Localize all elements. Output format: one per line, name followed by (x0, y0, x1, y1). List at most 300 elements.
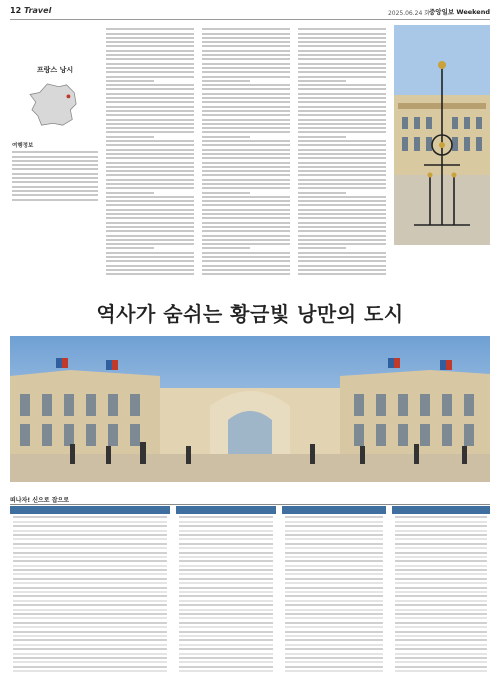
table-row (285, 670, 383, 672)
text-line (106, 204, 194, 206)
table-row (13, 534, 167, 536)
listing-table-header (282, 506, 386, 514)
table-row (395, 666, 487, 668)
newspaper-name: 중앙일보 Weekend (429, 8, 490, 16)
table-row (285, 666, 383, 668)
text-line (298, 97, 386, 99)
table-row (395, 657, 487, 659)
text-line (202, 45, 290, 47)
text-line (202, 235, 290, 237)
text-line (202, 260, 290, 262)
listing-table-header (176, 506, 276, 514)
text-line (298, 204, 386, 206)
table-row (13, 626, 167, 628)
text-line (202, 114, 290, 116)
text-line (298, 131, 386, 133)
text-line (106, 131, 194, 133)
table-row (395, 569, 487, 571)
text-line (202, 101, 290, 103)
table-row (179, 670, 273, 672)
article-column (202, 26, 290, 288)
table-row (179, 543, 273, 545)
place-stanislas-photo (10, 336, 490, 482)
text-line (298, 119, 386, 121)
table-row (179, 552, 273, 554)
text-line (106, 157, 194, 159)
table-row (285, 617, 383, 619)
travel-info-box (12, 143, 98, 201)
text-line (202, 226, 290, 228)
text-line (12, 186, 98, 188)
article-column (106, 26, 194, 288)
table-row (285, 635, 383, 637)
table-row (13, 578, 167, 580)
text-line (298, 222, 386, 224)
text-line (106, 217, 194, 219)
table-row (13, 648, 167, 650)
table-row (13, 604, 167, 606)
text-line (298, 183, 386, 185)
text-line (12, 173, 98, 175)
text-line (106, 37, 194, 39)
table-row (395, 552, 487, 554)
text-line (202, 247, 250, 249)
table-row (179, 530, 273, 532)
travel-info-heading: 여행정보 (12, 143, 34, 149)
listing-table-header (10, 506, 170, 514)
text-line (298, 153, 386, 155)
text-line (298, 179, 386, 181)
table-row (285, 530, 383, 532)
table-row (13, 595, 167, 597)
table-row (285, 604, 383, 606)
text-line (106, 71, 194, 73)
table-row (395, 631, 487, 633)
text-line (298, 196, 386, 198)
text-line (106, 183, 194, 185)
palace-photo (394, 25, 490, 245)
text-line (202, 239, 290, 241)
text-line (202, 28, 290, 30)
text-line (106, 200, 194, 202)
text-line (298, 67, 386, 69)
text-line (298, 110, 386, 112)
text-line (12, 199, 98, 201)
table-row (395, 547, 487, 549)
text-line (298, 200, 386, 202)
table-row (13, 613, 167, 615)
text-line (202, 153, 290, 155)
text-line (298, 269, 386, 271)
table-row (395, 653, 487, 655)
table-row (13, 530, 167, 532)
table-row (179, 578, 273, 580)
text-line (298, 217, 386, 219)
text-line (202, 84, 290, 86)
table-row (13, 552, 167, 554)
table-row (395, 613, 487, 615)
text-line (202, 37, 290, 39)
table-row (179, 639, 273, 641)
table-row (395, 578, 487, 580)
table-row (179, 609, 273, 611)
table-row (285, 661, 383, 663)
text-line (298, 273, 386, 275)
table-row (395, 565, 487, 567)
table-row (285, 560, 383, 562)
table-row (285, 653, 383, 655)
table-row (395, 604, 487, 606)
text-line (106, 222, 194, 224)
table-row (395, 670, 487, 672)
table-row (179, 666, 273, 668)
text-line (202, 187, 290, 189)
text-line (202, 213, 290, 215)
text-line (298, 174, 386, 176)
table-row (13, 670, 167, 672)
text-line (202, 273, 290, 275)
table-row (285, 543, 383, 545)
table-row (285, 587, 383, 589)
text-line (202, 50, 290, 52)
table-row (285, 573, 383, 575)
text-line (106, 192, 154, 194)
text-line (298, 80, 346, 82)
text-line (106, 54, 194, 56)
table-row (285, 626, 383, 628)
table-row (179, 617, 273, 619)
text-line (106, 226, 194, 228)
text-line (298, 140, 386, 142)
text-line (298, 252, 386, 254)
table-row (285, 556, 383, 558)
info-sidebar (12, 25, 98, 290)
table-row (13, 560, 167, 562)
table-row (395, 644, 487, 646)
text-line (106, 45, 194, 47)
table-row (179, 613, 273, 615)
section-name: Travel (24, 6, 52, 15)
table-row (395, 525, 487, 527)
table-row (179, 591, 273, 593)
text-line (106, 110, 194, 112)
table-row (13, 600, 167, 602)
text-line (106, 153, 194, 155)
text-line (202, 256, 290, 258)
headline: 역사가 숨쉬는 황금빛 낭만의 도시 (96, 302, 404, 326)
table-row (395, 516, 487, 518)
table-row (395, 591, 487, 593)
text-line (12, 156, 98, 158)
text-line (298, 213, 386, 215)
text-line (106, 170, 194, 172)
table-row (13, 587, 167, 589)
table-row (13, 556, 167, 558)
table-row (395, 534, 487, 536)
text-line (298, 41, 386, 43)
text-line (106, 88, 194, 90)
table-row (395, 639, 487, 641)
text-line (298, 239, 386, 241)
text-line (12, 168, 98, 170)
text-line (106, 80, 154, 82)
text-line (106, 93, 194, 95)
text-line (298, 144, 386, 146)
text-line (202, 170, 290, 172)
text-line (202, 54, 290, 56)
text-line (202, 119, 290, 121)
text-line (298, 230, 386, 232)
text-line (106, 119, 194, 121)
text-line (298, 127, 386, 129)
france-map-icon (26, 81, 84, 129)
tables-section-title: 떠나자! 신으로 잡으로 (10, 495, 490, 505)
text-line (298, 54, 386, 56)
listing-table (392, 506, 490, 688)
publication-date: 2025.06.24 화 (387, 10, 430, 17)
table-row (395, 560, 487, 562)
text-line (298, 136, 346, 138)
text-line (106, 144, 194, 146)
listing-table-header (392, 506, 490, 514)
text-line (202, 162, 290, 164)
text-line (202, 106, 290, 108)
table-row (179, 534, 273, 536)
text-line (202, 269, 290, 271)
text-line (12, 181, 98, 183)
text-line (106, 140, 194, 142)
text-line (202, 174, 290, 176)
table-row (13, 521, 167, 523)
text-line (106, 162, 194, 164)
table-row (285, 525, 383, 527)
table-row (179, 635, 273, 637)
table-row (285, 609, 383, 611)
table-row (13, 543, 167, 545)
table-row (285, 521, 383, 523)
text-line (298, 162, 386, 164)
text-line (298, 166, 386, 168)
table-row (179, 604, 273, 606)
table-row (285, 644, 383, 646)
text-line (298, 149, 386, 151)
text-line (202, 196, 290, 198)
table-row (395, 635, 487, 637)
table-row (13, 657, 167, 659)
text-line (106, 247, 154, 249)
listing-table (10, 506, 170, 688)
text-line (298, 260, 386, 262)
text-line (106, 187, 194, 189)
text-line (106, 243, 194, 245)
table-row (13, 653, 167, 655)
table-row (179, 644, 273, 646)
text-line (298, 192, 346, 194)
text-line (298, 71, 386, 73)
text-line (106, 235, 194, 237)
table-row (395, 543, 487, 545)
table-row (395, 538, 487, 540)
table-row (13, 573, 167, 575)
text-line (12, 177, 98, 179)
text-line (12, 160, 98, 162)
table-row (285, 657, 383, 659)
table-row (179, 521, 273, 523)
text-line (106, 63, 194, 65)
table-row (179, 525, 273, 527)
table-row (13, 622, 167, 624)
table-row (395, 600, 487, 602)
table-row (13, 666, 167, 668)
text-line (202, 97, 290, 99)
table-row (179, 622, 273, 624)
table-row (179, 631, 273, 633)
text-line (106, 50, 194, 52)
table-row (179, 516, 273, 518)
table-row (285, 565, 383, 567)
table-row (395, 530, 487, 532)
table-row (285, 534, 383, 536)
table-row (285, 595, 383, 597)
table-row (179, 595, 273, 597)
table-row (179, 587, 273, 589)
table-row (285, 648, 383, 650)
text-line (106, 174, 194, 176)
text-line (298, 93, 386, 95)
text-line (106, 28, 194, 30)
text-line (298, 101, 386, 103)
table-row (179, 569, 273, 571)
sidebar-title: 프랑스 낭시 (36, 66, 74, 74)
text-line (202, 88, 290, 90)
text-line (202, 67, 290, 69)
listing-table (176, 506, 276, 688)
text-line (202, 41, 290, 43)
text-line (106, 123, 194, 125)
table-row (395, 582, 487, 584)
table-row (285, 569, 383, 571)
text-line (298, 226, 386, 228)
text-line (106, 97, 194, 99)
text-line (298, 114, 386, 116)
table-row (179, 560, 273, 562)
table-row (285, 552, 383, 554)
text-line (106, 209, 194, 211)
table-row (13, 565, 167, 567)
table-row (13, 525, 167, 527)
text-line (298, 63, 386, 65)
text-line (106, 149, 194, 151)
text-line (202, 76, 290, 78)
table-row (13, 661, 167, 663)
text-line (202, 110, 290, 112)
text-line (298, 256, 386, 258)
table-row (395, 626, 487, 628)
table-row (395, 622, 487, 624)
table-row (285, 613, 383, 615)
text-line (202, 127, 290, 129)
text-line (202, 58, 290, 60)
table-row (179, 565, 273, 567)
table-row (285, 591, 383, 593)
table-row (179, 582, 273, 584)
table-row (395, 595, 487, 597)
text-line (298, 265, 386, 267)
listing-table (282, 506, 386, 688)
text-line (106, 114, 194, 116)
text-line (106, 230, 194, 232)
table-row (13, 617, 167, 619)
table-row (13, 538, 167, 540)
text-line (298, 88, 386, 90)
table-row (285, 582, 383, 584)
table-row (285, 600, 383, 602)
text-line (298, 157, 386, 159)
table-row (395, 609, 487, 611)
table-row (179, 657, 273, 659)
text-line (298, 170, 386, 172)
text-line (202, 243, 290, 245)
text-line (12, 194, 98, 196)
table-row (13, 582, 167, 584)
text-line (298, 58, 386, 60)
table-row (179, 626, 273, 628)
page-header (10, 5, 490, 20)
table-row (395, 587, 487, 589)
page-number: 12 (10, 6, 22, 15)
text-line (298, 247, 346, 249)
table-row (179, 600, 273, 602)
table-row (13, 644, 167, 646)
text-line (106, 196, 194, 198)
text-line (106, 127, 194, 129)
article-body (106, 26, 390, 288)
text-line (202, 157, 290, 159)
text-line (202, 200, 290, 202)
text-line (298, 45, 386, 47)
text-line (202, 217, 290, 219)
table-row (179, 556, 273, 558)
table-row (179, 547, 273, 549)
text-line (298, 235, 386, 237)
text-line (106, 76, 194, 78)
table-row (285, 538, 383, 540)
text-line (106, 84, 194, 86)
text-line (202, 230, 290, 232)
table-row (395, 556, 487, 558)
article-column (298, 26, 386, 288)
text-line (202, 204, 290, 206)
text-line (298, 106, 386, 108)
text-line (202, 136, 250, 138)
text-line (12, 151, 98, 153)
text-line (106, 273, 194, 275)
table-row (285, 516, 383, 518)
table-row (395, 521, 487, 523)
text-line (202, 71, 290, 73)
text-line (106, 265, 194, 267)
text-line (202, 252, 290, 254)
text-line (298, 84, 386, 86)
text-line (202, 33, 290, 35)
text-line (202, 209, 290, 211)
text-line (298, 187, 386, 189)
table-row (285, 639, 383, 641)
table-row (13, 639, 167, 641)
table-row (13, 569, 167, 571)
text-line (106, 239, 194, 241)
table-row (13, 635, 167, 637)
